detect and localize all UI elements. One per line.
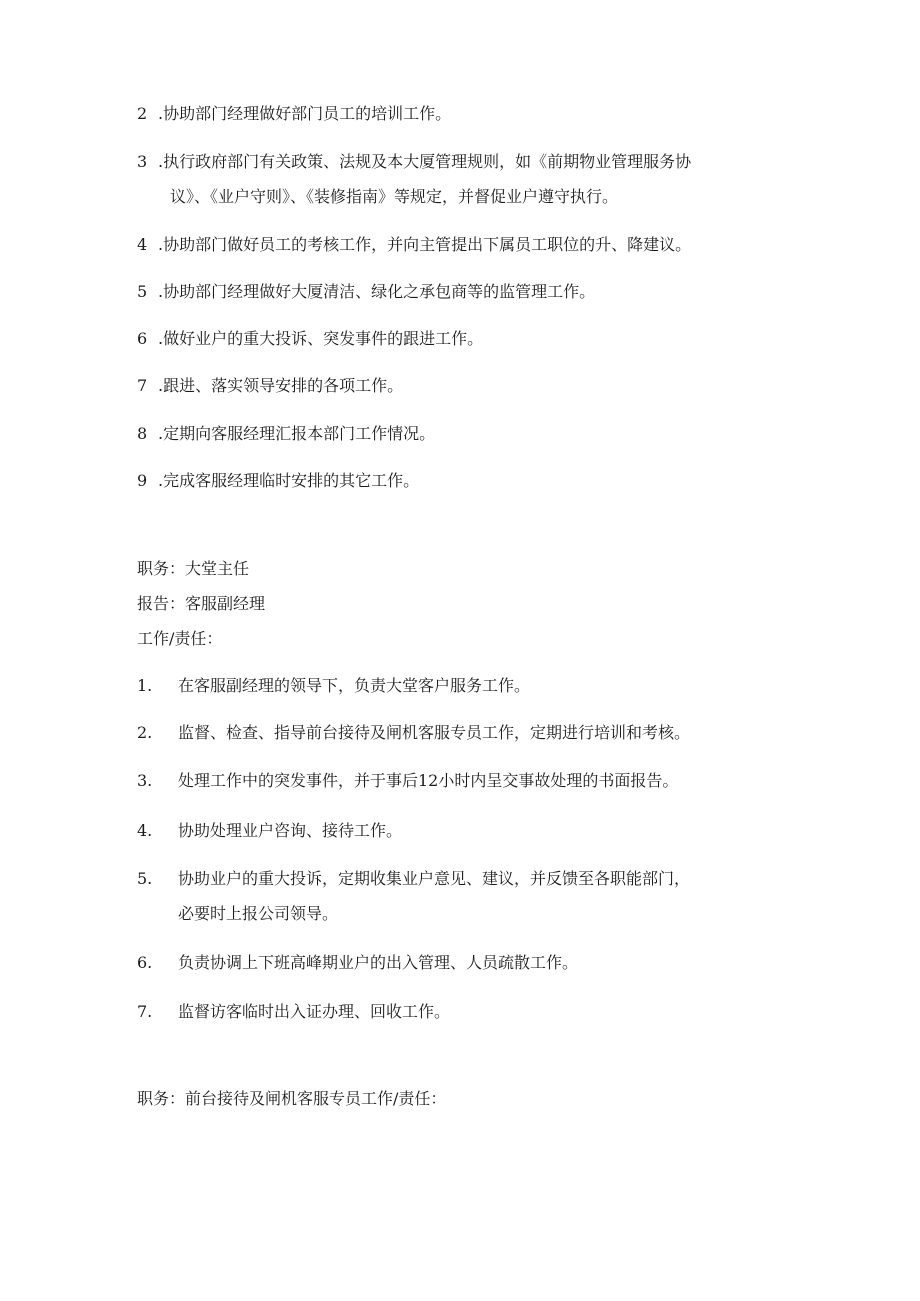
item-text: 监督、检查、指导前台接待及闸机客服专员工作，定期进行培训和考核。 [178,723,691,742]
item-number: 2 [137,104,148,123]
item-number: 1. [137,676,153,695]
item-text: 负责协调上下班高峰期业户的出入管理、人员疏散工作。 [178,953,579,972]
item-number: 9 [137,471,148,490]
item-text-continuation: 必要时上报公司领导。 [178,904,339,923]
item-text: 在客服副经理的领导下，负责大堂客户服务工作。 [178,676,531,695]
position-title-reception: 职务：前台接待及闸机客服专员工作/责任： [137,1089,447,1108]
item-text: .完成客服经理临时安排的其它工作。 [158,471,420,490]
item-number: 6 [137,329,148,348]
item-number: 5 [137,282,148,301]
item-text: 协助处理业户咨询、接待工作。 [178,821,403,840]
item-number: 6. [137,953,153,972]
report-line: 报告：客服副经理 [137,594,266,613]
item-text: .协助部门经理做好部门员工的培训工作。 [158,104,452,123]
item-text-continuation: 议》、《业户守则》、《装修指南》等规定，并督促业户遵守执行。 [170,187,619,206]
item-number: 4 [137,235,148,254]
item-number: 4. [137,821,153,840]
item-number: 3 [137,152,148,171]
position-title: 职务：大堂主任 [137,559,250,578]
item-text: 处理工作中的突发事件，并于事后12小时内呈交事故处理的书面报告。 [178,771,679,790]
item-number: 7 [137,376,148,395]
duty-heading: 工作/责任： [137,629,223,648]
item-number: 3. [137,771,153,790]
item-number: 5. [137,869,153,888]
item-text: .执行政府部门有关政策、法规及本大厦管理规则，如《前期物业管理服务协 [158,152,692,171]
item-text: .跟进、落实领导安排的各项工作。 [158,376,404,395]
item-text: .协助部门做好员工的考核工作，并向主管提出下属员工职位的升、降建议。 [158,235,692,254]
item-number: 7. [137,1002,153,1021]
item-text: 协助业户的重大投诉，定期收集业户意见、建议，并反馈至各职能部门， [178,869,691,888]
item-text: .定期向客服经理汇报本部门工作情况。 [158,424,436,443]
item-text: 监督访客临时出入证办理、回收工作。 [178,1002,451,1021]
item-text: .做好业户的重大投诉、突发事件的跟进工作。 [158,329,484,348]
item-number: 2. [137,723,153,742]
item-text: .协助部门经理做好大厦清洁、绿化之承包商等的监管理工作。 [158,282,596,301]
item-number: 8 [137,424,148,443]
